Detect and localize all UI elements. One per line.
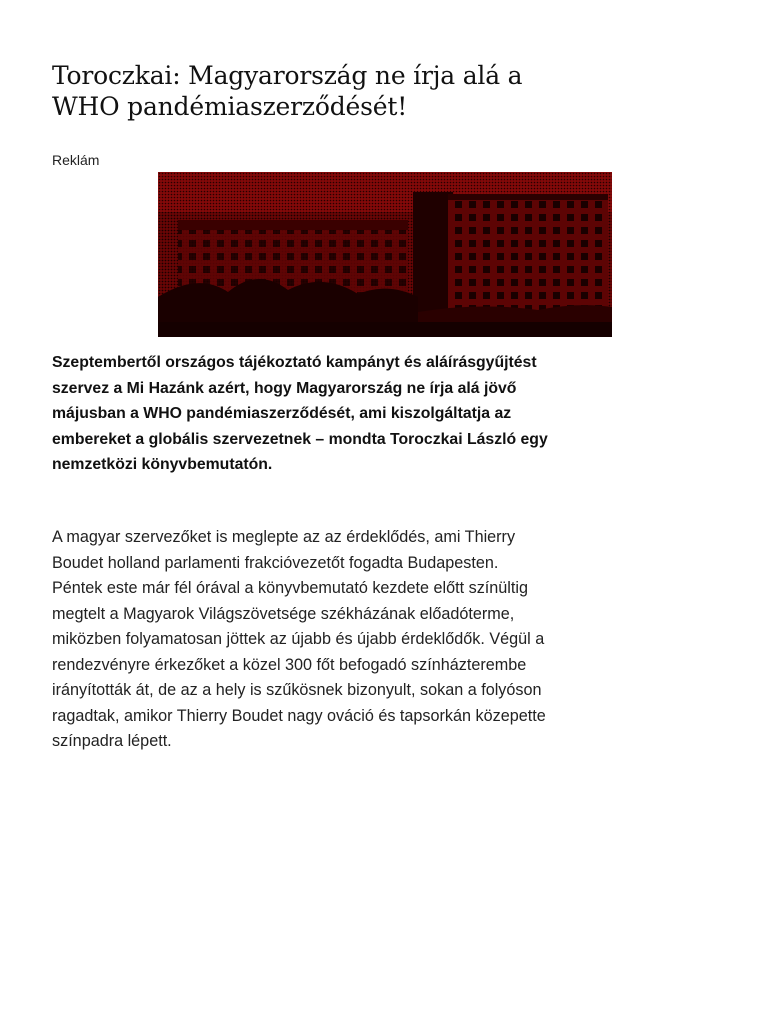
- ad-image[interactable]: [158, 172, 612, 337]
- article-lead: Szeptembertől országos tájékoztató kampányt és aláírásgyűjtést szervez a Mi Hazánk azért, hogy Magyarország ne írja alá jövő májusban a WHO pandémiaszerződését, ami kiszolgáltatja az embereket a globális szervezetnek – mondta Toroczkai László egy nemzetközi könyvbemutatón.: [52, 354, 548, 473]
- ad-label: Reklám: [52, 152, 100, 168]
- article-headline: Toroczkai: Magyarország ne írja alá a WHO pandémiaszerződését!: [52, 61, 523, 121]
- article-body: A magyar szervezőket is meglepte az az érdeklődés, ami Thierry Boudet holland parlamenti frakcióvezetőt fogadta Budapesten. Péntek este már fél órával a könyvbemutató kezdete előtt színültig megtelt a Magyarok Világszövetsége székházának előadóterme, miközben folyamatosan jöttek az újabb és újabb érdeklődők. Végül a rendezvényre érkezőket a közel 300 főt befogadó színházterembe irányították át, de az a hely is szűkösnek bizonyult, sokan a folyóson ragadtak, amikor Thierry Boudet nagy ováció és tapsorkán közepette színpadra lépett.: [52, 528, 546, 750]
